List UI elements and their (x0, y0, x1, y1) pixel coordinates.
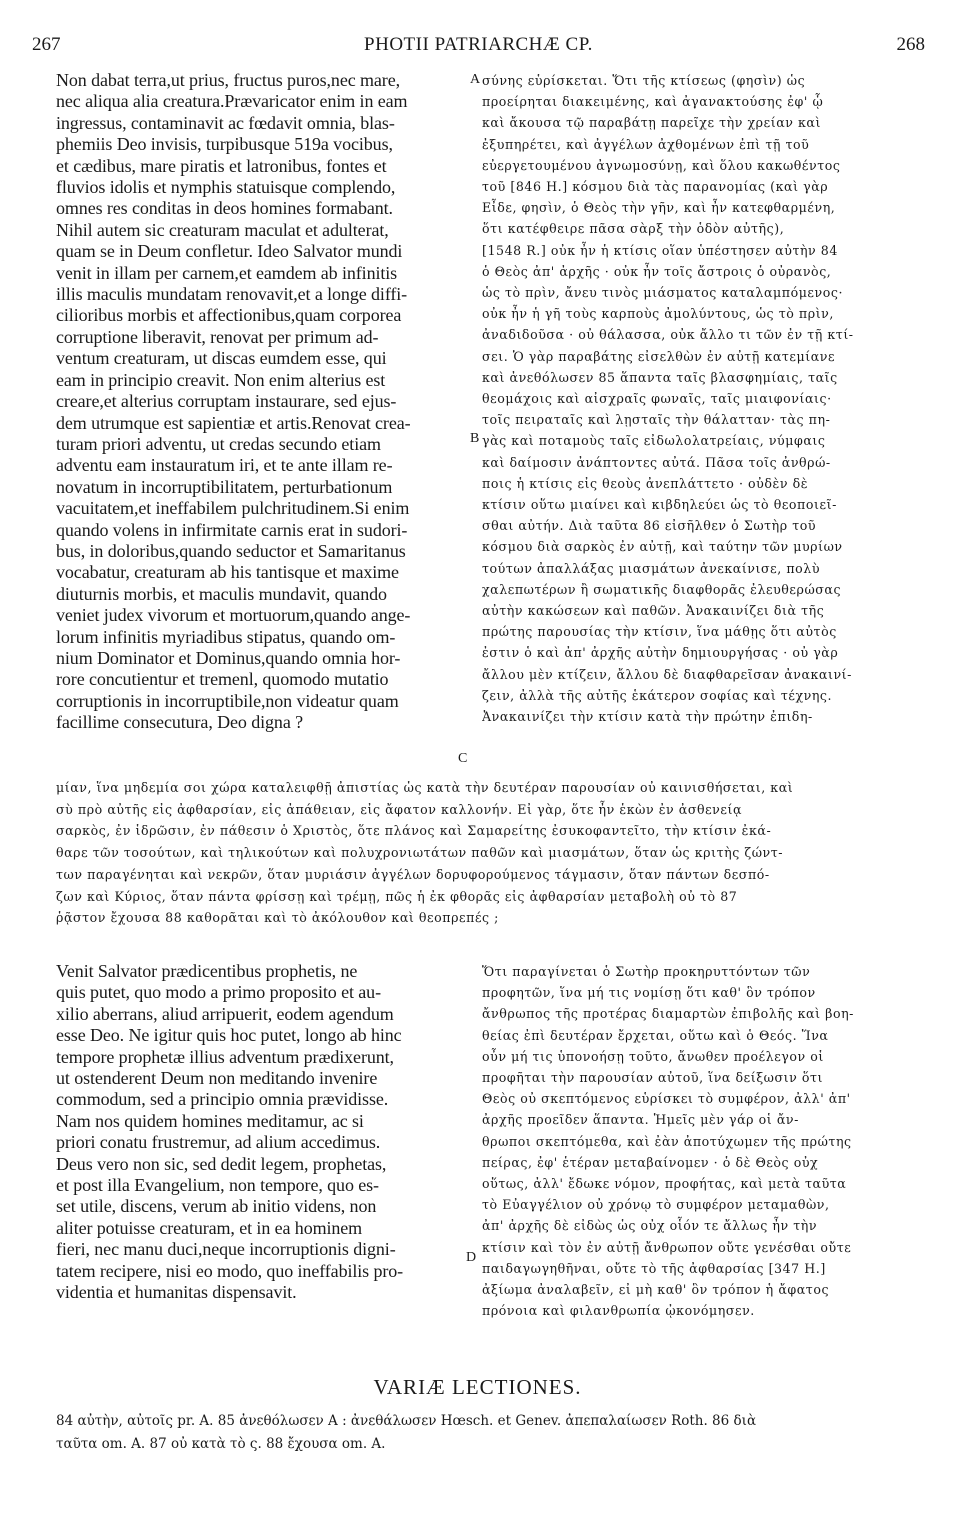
margin-marker-c: C (458, 751, 468, 766)
text-line: tempore prophetæ illius adventum prædixerunt, (56, 1046, 394, 1067)
text-line: quando volens in infirmitate carnis erat in sudori- (56, 519, 408, 540)
text-line: facillime consecutura, Deo digna ? (56, 712, 303, 733)
text-line: Nihil autem sic creaturam maculat et adulterat, (56, 219, 389, 240)
text-line: πρόνοια καὶ φιλανθρωπία ᾠκονόμησεν. (482, 1303, 755, 1319)
text-line: venit in illam per carnem,et eamdem ab infinitis (56, 262, 398, 283)
text-line: Θεὸς οὐ σκεπτόμενος εὑρίσκει τὸ συμφέρον, ἀλλ' ἀπ' (482, 1091, 851, 1107)
text-line: aliter potuisse creaturam, et in ea hominem (56, 1217, 363, 1238)
text-line: quam se in Deum confletur. Ideo Salvator mundi (56, 241, 403, 262)
text-line: ταῦτα om. A. 87 οὐ κατὰ τὸ ς. 88 ἔχουσα om. A. (56, 1436, 386, 1452)
text-line: [1548 R.] οὐκ ἦν ἡ κτίσις οἵαν ὑπέστησεν αὐτὴν 84 (482, 242, 838, 258)
text-line: θείας ἐπὶ δευτέραν ἔρχεται, οὕτω καὶ ὁ Θεός. Ἵνα (482, 1027, 829, 1043)
running-title: PHOTII PATRIARCHÆ CP. (364, 34, 593, 55)
page-number-right: 268 (896, 34, 925, 55)
text-line: xilio aberrans, aliud arripuerit, eodem agendum (56, 1003, 394, 1024)
text-line: Ὅτι παραγίνεται ὁ Σωτὴρ προκηρυττόντων τῶν (482, 964, 811, 979)
text-line: τοῖς πειραταῖς καὶ λῃσταῖς τὴν θάλατταν· τὰς πη- (482, 412, 831, 428)
text-line: χαλεπωτέρων ἢ σωματικῆς διαφθορᾶς ἐλευθερώσας (482, 581, 842, 597)
text-line: κόσμου διὰ σαρκὸς ἐν αὐτῇ, καὶ ταύτην τῶν μυρίων (482, 539, 843, 555)
text-line: θαρε τῶν τοσούτων, καὶ τηλικούτων καὶ πολυχρονιωτάτων παθῶν καὶ μιασμάτων, ὅταν ὡς κριτὴς ζώντ- (56, 845, 784, 861)
text-line: vacuitatem,et ineffabilem pulchritudinem.Si enim (56, 498, 410, 519)
text-line: καὶ ἄκουσα τῷ παραβάτῃ παρεῖχε τὴν χρείαν καὶ (482, 115, 821, 131)
text-line: προείρηται διακειμένης, καὶ ἀγανακτούσης ἐφ' ᾧ (482, 94, 824, 110)
text-line: Non dabat terra,ut prius, fructus puros,nec mare, (56, 70, 400, 90)
text-line: μίαν, ἵνα μηδεμία σοι χώρα καταλειφθῇ ἀπιστίας ὡς κατὰ τὴν δευτέραν παρουσίαν οὐ καινισθήσεται, καὶ (56, 780, 794, 795)
text-line: κτίσιν οὕτω μιαίνει καὶ κιβδηλεύει ὡς τὸ θεοποιεῖ- (482, 497, 837, 513)
text-line: diuturnis morbis, et maculis mundavit, quando (56, 583, 387, 604)
text-line: Εἶδε, φησὶν, ὁ Θεὸς τὴν γῆν, καὶ ἦν κατεφθαρμένη, (482, 200, 836, 216)
text-line: προφῆται τὴν παρουσίαν αὐτοῦ, ἵνα δείξωσιν ὅτι (482, 1070, 824, 1086)
text-line: τὸ Εὐαγγέλιον οὐ χρόνῳ τὸ συμφέρον μεταμαθὼν, (482, 1197, 830, 1213)
text-line: commodum, sed a principio omnia prævidisse. (56, 1089, 389, 1110)
text-line: πρώτης παρουσίας τὴν κτίσιν, ἵνα μάθῃς ὅτι αὐτὸς (482, 624, 837, 640)
text-line: fieri, nec manu duci,neque incorruptionis digni- (56, 1239, 396, 1260)
text-line: quis putet, quo modo a primo proposito et au- (56, 982, 381, 1003)
text-line: corruptionis in incorruptibile,non videatur quam (56, 690, 399, 711)
text-line: ἄνθρωπος τῆς προτέρας διαμαρτὼν ἐπιβολῆς καὶ βοη- (482, 1006, 854, 1022)
text-line: bus, in doloribus,quando seductor et Samaritanus (56, 540, 406, 561)
text-line: θεομάχοις καὶ αἰσχραῖς φωναῖς, ταῖς μιαιφονίαις· (482, 391, 832, 407)
text-line: σύνης εὑρίσκεται. Ὅτι τῆς κτίσεως (φησὶν) ὡς (482, 73, 806, 88)
text-line: creare,et alterius corruptam instaurare, sed ejus- (56, 391, 397, 412)
text-line: ζειν, ἀλλὰ τῆς αὐτῆς ἑκάτερον σοφίας καὶ τέχνης. (482, 687, 833, 703)
text-line: videntia et humanitas dispensavit. (56, 1282, 297, 1303)
text-line: ῥᾷστον ἔχουσα 88 καθορᾶται καὶ τὸ ἀκόλουθον καὶ θεοπρεπές ; (56, 910, 499, 926)
text-line: ὅτι κατέφθειρε πᾶσα σὰρξ τὴν ὁδὸν αὐτῆς), (482, 221, 785, 237)
text-line: ἄλλου μὲν κτίζειν, ἄλλου δὲ διαφθαρεῖσαν ἀνακαινί- (482, 666, 852, 682)
text-line: ὁ Θεὸς ἀπ' ἀρχῆς · οὐκ ἦν τοῖς ἄστροις ὁ οὐρανὸς, (482, 263, 832, 279)
text-line: ἐξυπηρέτει, καὶ ἀγγέλων ἀχθομένων ἐπὶ τῇ τοῦ (482, 136, 810, 152)
text-line: θρωποι σκεπτόμεθα, καὶ ἐὰν ἀποτύχωμεν τῆς πρώτης (482, 1133, 852, 1149)
margin-marker-a: A (470, 72, 481, 87)
text-line: καὶ δαίμοσιν ἀνάπτοντες αὐτά. Πᾶσα τοῖς ἀνθρώ- (482, 454, 831, 470)
text-line: ἀρχῆς προεῖδεν ἅπαντα. Ἡμεῖς μὲν γάρ οἱ ἄν- (482, 1112, 799, 1128)
text-line: προφητῶν, ἵνα μή τις νομίσῃ ὅτι καθ' ὃν τρόπον (482, 985, 816, 1001)
text-line: nium Dominator et Dominus,quando omnia hor- (56, 647, 401, 668)
text-line: ποις ἡ κτίσις εἰς θεοὺς ἀνεπλάττετο · οὐδὲν δὲ (482, 475, 809, 491)
text-line: lorum infinitis myriadibus stipatus, quando om- (56, 626, 396, 647)
text-line: οὖν μή τις ὑπονοήσῃ τοῦτο, ἄνωθεν προέλεγον οἱ (482, 1048, 824, 1064)
text-line: τούτων ἀπαλλάξας μιασμάτων ἀνεκαίνισε, πολὺ (482, 560, 821, 576)
text-line: ἀπ' ἀρχῆς δὲ εἰδὼς ὡς οὐχ οἷόν τε ἄλλως ἦν τὴν (482, 1218, 818, 1234)
greek-column-top (482, 70, 932, 727)
text-line: σαρκὸς, ἐν ἱδρῶσιν, ἐν πάθεσιν ὁ Χριστὸς, ὅτε πλάνος καὶ Σαμαρείτης ἐσυκοφαντεῖτο, τὴν κτίσιν ἐκά- (56, 823, 772, 839)
text-line: tatem recipere, nisi eo modo, quo ineffabilis pro- (56, 1260, 404, 1281)
text-line: εὐεργετουμένου ἀγνωμοσύνῃ, καὶ ὅλου κακωθέντος (482, 157, 841, 173)
text-line: ἐστιν ὁ καὶ ἀπ' ἀρχῆς αὐτὴν δημιουργήσας · οὐ γὰρ (482, 645, 839, 661)
variae-lectiones-notes (56, 1410, 932, 1456)
text-line: novatum in incorruptibilitatem, perturbationum (56, 476, 393, 497)
margin-marker-b: B (470, 431, 480, 446)
text-line: dem utrumque est sapientiæ et artis.Renovat crea- (56, 412, 411, 433)
text-line: adventu eam instauratum iri, et te ante illam re- (56, 455, 393, 476)
text-line: priori conatu frustremur, ad alium accedimus. (56, 1132, 381, 1153)
running-header (32, 34, 925, 58)
text-line: illis maculis mundatam renovavit,et a longe diffi- (56, 284, 408, 305)
text-line: set utile, discens, verum ab initio videns, non (56, 1196, 377, 1217)
text-line: παιδαγωγηθῆναι, οὔτε τὸ τῆς ἀφθαρσίας [347 H.] (482, 1260, 826, 1276)
text-line: et post illa Evangelium, non tempore, quo es- (56, 1175, 379, 1196)
text-line: veniet judex vivorum et mortuorum,quando ange- (56, 605, 411, 626)
text-line: ut ostenderent Deum non meditando invenire (56, 1068, 378, 1089)
page-number-left: 267 (32, 34, 61, 55)
text-line: σὺ πρὸ αὐτῆς εἰς ἀφθαρσίαν, εἰς ἀπάθειαν, εἰς ἄφατον καλλονήν. Εἰ γὰρ, ὅτε ἦν ἑκὼν ἐν ἀσθενείᾳ (56, 801, 742, 817)
text-line: ἀξίωμα ἀναλαβεῖν, εἰ μὴ καθ' ὃν τρόπον ἡ ἄφατος (482, 1282, 830, 1298)
text-line: corruptione liberavit, renovat per primum ad- (56, 326, 379, 347)
text-line: Ἀνακαινίζει τὴν κτίσιν κατὰ τὴν πρώτην ἐπιδη- (482, 709, 813, 725)
text-line: eam in principio creavit. Non enim alterius est (56, 369, 386, 390)
text-line: turam priori adventu, ut credas secundo etiam (56, 433, 381, 454)
text-line: ζων καὶ Κύριος, ὅταν πάντα φρίσσῃ καὶ τρέμῃ, πῶς ἡ ἐκ φθορᾶς εἰς ἀφθαρσίαν μεταβολὴ οὐ τὸ 87 (56, 888, 738, 904)
greek-full-width-passage (56, 777, 932, 929)
text-line: σει. Ὁ γὰρ παραβάτης εἰσελθὼν ἐν αὐτῇ κατεμίανε (482, 348, 836, 364)
text-line: Venit Salvator prædicentibus prophetis, ne (56, 961, 358, 981)
text-line: οὕτως, ἀλλ' ἔδωκε νόμον, προφήτας, καὶ μετὰ ταῦτα (482, 1176, 847, 1192)
greek-column-bottom (482, 961, 932, 1321)
text-line: 84 αὐτὴν, αὐτοῖς pr. A. 85 ἀνεθόλωσεν A : ἀνεθάλωσεν Hœsch. et Genev. ἀπεπαλαίωσεν Roth. 86 διὰ (56, 1413, 757, 1429)
text-line: καὶ ἀνεθόλωσεν 85 ἅπαντα ταῖς βλασφημίαις, ταῖς (482, 369, 838, 385)
text-line: κτίσιν καὶ τὸν ἐν αὐτῇ ἄνθρωπον οὔτε γενέσθαι οὔτε (482, 1239, 852, 1255)
text-line: πείρας, ἐφ' ἑτέραν μεταβαίνομεν · ὁ δὲ Θεὸς οὐχ (482, 1154, 819, 1170)
text-line: σθαι αὐτήν. Διὰ ταῦτα 86 εἰσῆλθεν ὁ Σωτὴρ τοῦ (482, 518, 817, 534)
text-line: cilioribus morbis et affectionibus,quam corporea (56, 305, 402, 326)
text-line: Nam nos quidem homines meditamur, ac si (56, 1110, 364, 1131)
text-line: των παραγένηται καὶ νεκρῶν, ὅταν μυριάσιν ἀγγέλων δορυφορούμενος τάγμασιν, ὅταν πάντων δεσπό- (56, 866, 770, 882)
text-line: vocabatur, creaturam ab his tantisque et maxime (56, 562, 399, 583)
text-line: τοῦ [846 H.] κόσμου διὰ τὰς παρανομίας (καὶ γὰρ (482, 179, 829, 195)
text-line: esse Deo. Ne igitur quis hoc putet, longo ab hinc (56, 1025, 402, 1046)
text-line: phemiis Deo invisis, turpibusque 519a vocibus, (56, 134, 393, 155)
text-line: ingressus, contaminavit ac fœdavit omnia, blas- (56, 112, 395, 133)
text-line: αὐτὴν κακώσεων καὶ παθῶν. Ἀνακαινίζει διὰ τῆς (482, 603, 825, 619)
text-line: omnes res conditas in deos homines formabant. (56, 198, 393, 219)
text-line: rore concutientur et tremenl, quomodo mutatio (56, 669, 389, 690)
text-line: οὐκ ἦν ἡ γῆ τοὺς καρποὺς ἀμολύντους, ὡς τὸ πρὶν, (482, 306, 834, 322)
text-line: ventum creaturam, ut discas eumdem esse, qui (56, 348, 387, 369)
margin-marker-d: D (466, 1250, 477, 1265)
text-line: ὡς τὸ πρὶν, ἄνευ τινὸς μιάσματος καταλαμπόμενος· (482, 285, 844, 301)
latin-column-bottom (56, 961, 468, 1304)
latin-column-top (56, 70, 468, 734)
text-line: Deus vero non sic, sed dedit legem, prophetas, (56, 1153, 387, 1174)
variae-lectiones-heading: VARIÆ LECTIONES. (373, 1375, 582, 1399)
text-line: γὰς καὶ ποταμοὺς ταῖς εἰδωλολατρείαις, νύμφαις (482, 433, 826, 449)
text-line: ἀναδιδοῦσα · οὐ θάλασσα, οὐκ ἄλλο τι τῶν ἐν τῇ κτί- (482, 327, 854, 343)
text-line: nec aliqua alia creatura.Prævaricator enim in eam (56, 91, 408, 112)
text-line: fluvios idolis et nymphis statuisque complendo, (56, 177, 396, 198)
text-line: et cædibus, mare piratis et latronibus, fontes et (56, 155, 387, 176)
